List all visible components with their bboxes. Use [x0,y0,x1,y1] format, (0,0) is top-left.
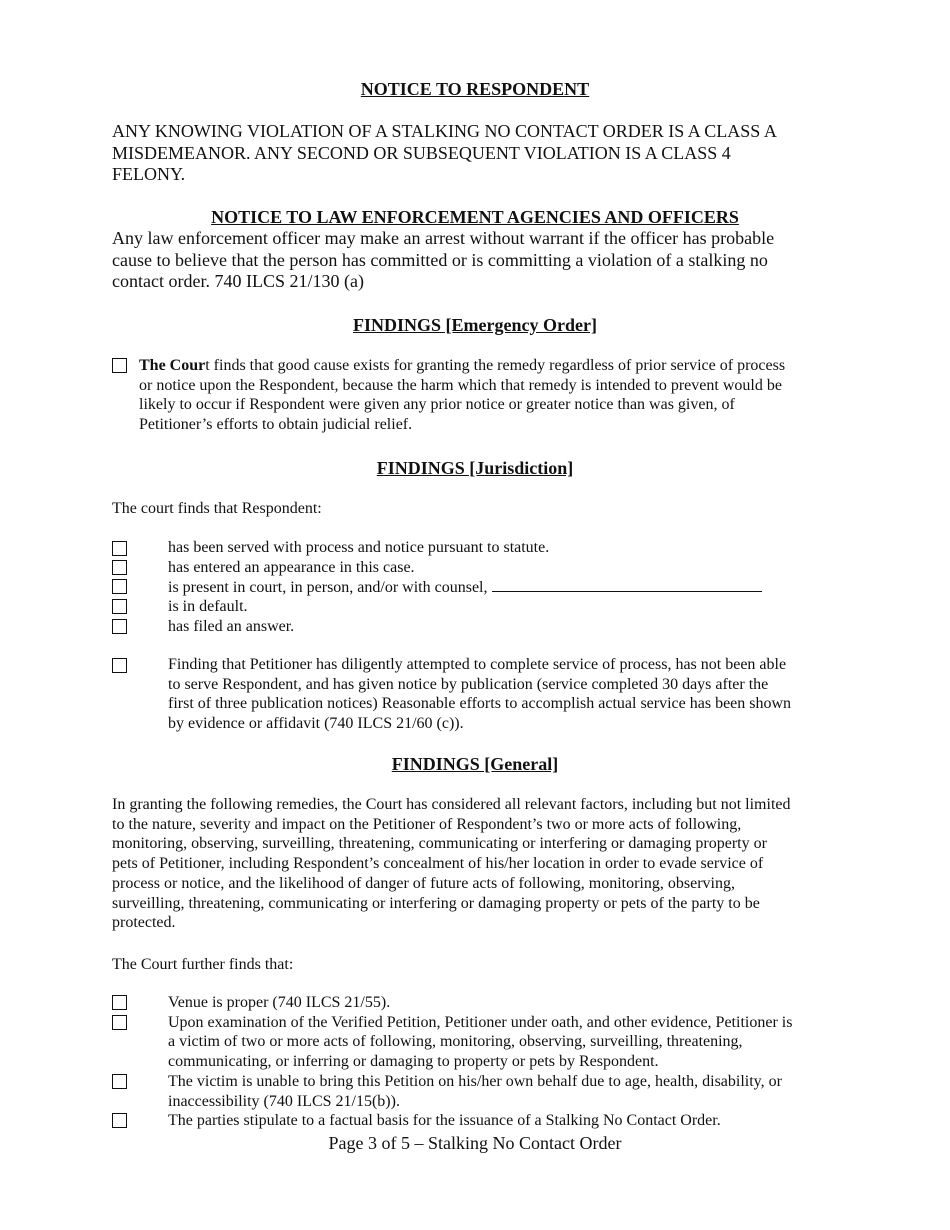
answer-checkbox[interactable] [112,619,127,634]
emergency-text-line: likely to occur if Respondent were given any prior notice or greater notice than was given, of [139,396,735,414]
general-para-line: In granting the following remedies, the Court has considered all relevant factors, including but not limited [112,796,791,813]
emergency-text-line: or notice upon the Respondent, because the harm which that remedy is intended to prevent would be [139,376,782,394]
victim-checkbox[interactable] [112,1015,127,1030]
general-para-line: protected. [112,914,176,932]
publication-checkbox[interactable] [112,658,127,673]
notice-respondent-line: ANY KNOWING VIOLATION OF A STALKING NO CONTACT ORDER IS A CLASS A [112,121,777,141]
page-footer: Page 3 of 5 – Stalking No Contact Order [328,1133,622,1153]
victim-text-line: communicating, or inferring or damaging to property or pets by Respondent. [168,1053,659,1071]
general-para-line: pets of Petitioner, including Respondent’s concealment of his/her location in order to evade service of [112,855,764,873]
emergency-text-first [139,356,785,376]
stipulate-text: The parties stipulate to a factual basis for the issuance of a Stalking No Contact Order. [168,1112,721,1130]
appearance-checkbox[interactable] [112,560,127,575]
stipulate-checkbox[interactable] [112,1113,127,1128]
present-checkbox[interactable] [112,579,127,594]
notice-law-line: cause to believe that the person has committed or is committing a violation of a stalking no [112,249,768,270]
notice-law-line: Any law enforcement officer may make an arrest without warrant if the officer has probable [112,228,775,248]
publication-text-line: Finding that Petitioner has diligently attempted to complete service of process, has not been able [168,656,787,673]
present-label: is present in court, in person, and/or with counsel, [168,579,488,597]
jurisdiction-option-served: has been served with process and notice pursuant to statute. [168,539,550,556]
findings-emergency-title: FINDINGS [Emergency Order] [353,315,597,335]
publication-text-line: to serve Respondent, and has given notice by publication (service completed 30 days after the [168,675,769,693]
findings-jurisdiction-title: FINDINGS [Jurisdiction] [376,458,574,478]
victim-text-line: a victim of two or more acts of following, monitoring, observing, surveilling, threatening, [168,1033,743,1051]
jurisdiction-option-answer: has filed an answer. [168,617,295,635]
unable-text-line: The victim is unable to bring this Petition on his/her own behalf due to age, health, disability, or [168,1072,782,1090]
default-checkbox[interactable] [112,599,127,614]
unable-text-line: inaccessibility (740 ILCS 21/15(b)). [168,1092,400,1110]
emergency-first-rest: t finds that good cause exists for granting the remedy regardless of prior service of process [205,357,786,374]
general-para-line: surveilling, threatening, communicating or interfering or damaging property or pets of the party to be [112,894,760,912]
jurisdiction-option-present [168,577,762,598]
findings-general-title: FINDINGS [General] [391,754,559,774]
emergency-bold-prefix: The Cour [139,357,206,374]
publication-text-line: by evidence or affidavit (740 ILCS 21/60 (c)). [168,715,464,733]
emergency-text-line: Petitioner’s efforts to obtain judicial relief. [139,416,413,434]
publication-text-line: first of three publication notices) Reasonable efforts to accomplish actual service has been shown [168,695,792,713]
general-para-line: monitoring, observing, surveilling, threatening, communicating or interfering or damaging property or [112,835,767,853]
jurisdiction-option-default: is in default. [168,598,248,616]
venue-checkbox[interactable] [112,995,127,1010]
notice-respondent-line: FELONY. [112,164,186,184]
unable-checkbox[interactable] [112,1074,127,1089]
notice-respondent-line: MISDEMEANOR. ANY SECOND OR SUBSEQUENT VIOLATION IS A CLASS 4 [112,142,731,163]
venue-text: Venue is proper (740 ILCS 21/55). [168,994,391,1011]
general-para-line: process or notice, and the likelihood of danger of future acts of following, monitoring, observing, [112,874,735,892]
general-para-line: to the nature, severity and impact on the Petitioner of Respondent’s two or more acts of following, [112,815,742,833]
emergency-checkbox[interactable] [112,358,127,373]
notice-law-title: NOTICE TO LAW ENFORCEMENT AGENCIES AND OFFICERS [211,207,739,227]
counsel-name-blank[interactable] [492,577,762,592]
notice-respondent-title: NOTICE TO RESPONDENT [360,79,590,99]
jurisdiction-option-appearance: has entered an appearance in this case. [168,558,415,576]
served-checkbox[interactable] [112,541,127,556]
court-further-finds: The Court further finds that: [112,956,294,973]
jurisdiction-intro: The court finds that Respondent: [112,500,322,517]
victim-text-line: Upon examination of the Verified Petition, Petitioner under oath, and other evidence, Petitioner is [168,1013,793,1031]
notice-law-line: contact order. 740 ILCS 21/130 (a) [112,271,364,291]
